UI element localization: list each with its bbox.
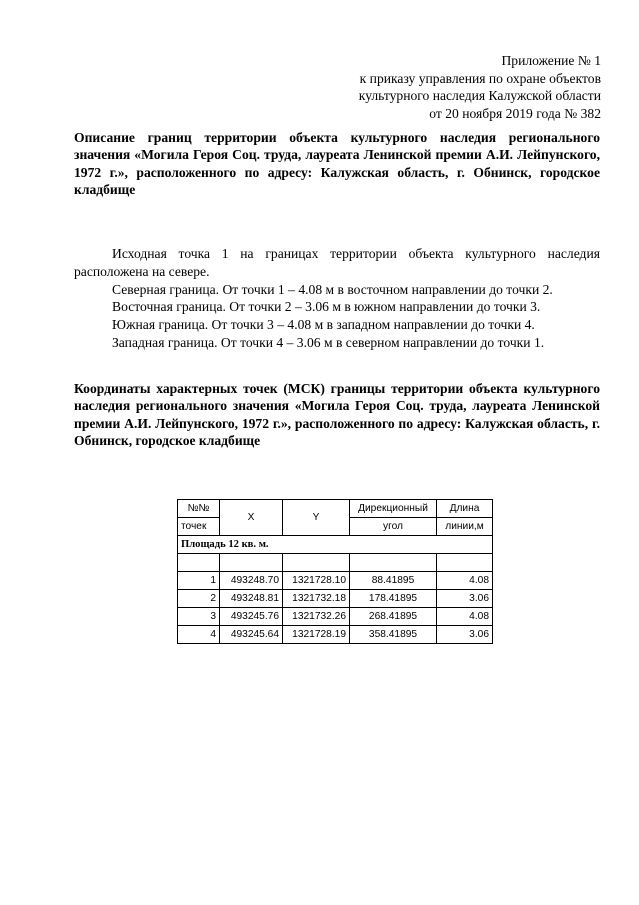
x-value: 493248.81 bbox=[220, 590, 283, 608]
x-value: 493245.64 bbox=[220, 626, 283, 644]
length-value: 3.06 bbox=[437, 626, 493, 644]
appendix-line: к приказу управления по охране объектов bbox=[359, 70, 601, 86]
table-row bbox=[178, 608, 493, 626]
area-row bbox=[178, 536, 493, 554]
appendix-line: от 20 ноября 2019 года № 382 bbox=[429, 105, 601, 121]
point-number: 3 bbox=[178, 608, 220, 626]
header-angle-sub: угол bbox=[350, 518, 437, 536]
boundary-north: Северная граница. От точки 1 – 4.08 м в восточном направлении до точки 2. bbox=[112, 281, 553, 297]
appendix-line: Приложение № 1 bbox=[501, 53, 601, 68]
y-value: 1321728.19 bbox=[283, 626, 350, 644]
point-number: 1 bbox=[178, 572, 220, 590]
angle-value: 268.41895 bbox=[350, 608, 437, 626]
header-num: №№ bbox=[178, 500, 220, 518]
length-value: 4.08 bbox=[437, 608, 493, 626]
table-row bbox=[178, 626, 493, 644]
area-label: Площадь 12 кв. м. bbox=[178, 536, 493, 554]
boundary-intro: Исходная точка 1 на границах территории объекта культурного наследия расположена на севере. bbox=[74, 246, 600, 279]
boundary-south: Южная граница. От точки 3 – 4.08 м в западном направлении до точки 4. bbox=[112, 317, 535, 333]
y-value: 1321732.18 bbox=[283, 590, 350, 608]
appendix-header bbox=[359, 52, 601, 122]
table-row bbox=[178, 572, 493, 590]
angle-value: 178.41895 bbox=[350, 590, 437, 608]
coordinates-table bbox=[177, 499, 493, 644]
header-num-sub: точек bbox=[178, 518, 220, 536]
header-x: X bbox=[220, 500, 283, 536]
angle-value: 88.41895 bbox=[350, 572, 437, 590]
spacer-row bbox=[178, 554, 493, 572]
appendix-line: культурного наследия Калужской области bbox=[358, 88, 601, 103]
table-header-row bbox=[178, 500, 493, 518]
x-value: 493248.70 bbox=[220, 572, 283, 590]
y-value: 1321732.26 bbox=[283, 608, 350, 626]
boundary-east: Восточная граница. От точки 2 – 3.06 м в южном направлении до точки 3. bbox=[112, 299, 541, 315]
length-value: 4.08 bbox=[437, 572, 493, 590]
y-value: 1321728.10 bbox=[283, 572, 350, 590]
header-length-sub: линии,м bbox=[437, 518, 493, 536]
length-value: 3.06 bbox=[437, 590, 493, 608]
angle-value: 358.41895 bbox=[350, 626, 437, 644]
boundaries-description bbox=[74, 245, 600, 352]
table-row bbox=[178, 590, 493, 608]
header-angle: Дирекционный bbox=[350, 500, 437, 518]
boundary-west: Западная граница. От точки 4 – 3.06 м в северном направлении до точки 1. bbox=[112, 334, 545, 350]
description-title: Описание границ территории объекта культурного наследия регионального значения «Могила Героя Соц. труда, лауреата Ленинской премии А.И. Лейпунского, 1972 г.», расположенного по адресу: Калужская область, г. Обнинск, городское кладбище bbox=[74, 130, 600, 198]
coordinates-title: Координаты характерных точек (МСК) границы территории объекта культурного наследия регионального значения «Могила Героя Соц. труда, лауреата Ленинской премии А.И. Лейпунского, 1972 г.», расположенного по адресу: Калужская область, г. Обнинск, городское кладбище bbox=[74, 381, 600, 449]
header-y: Y bbox=[283, 500, 350, 536]
header-length: Длина bbox=[437, 500, 493, 518]
point-number: 2 bbox=[178, 590, 220, 608]
point-number: 4 bbox=[178, 626, 220, 644]
x-value: 493245.76 bbox=[220, 608, 283, 626]
